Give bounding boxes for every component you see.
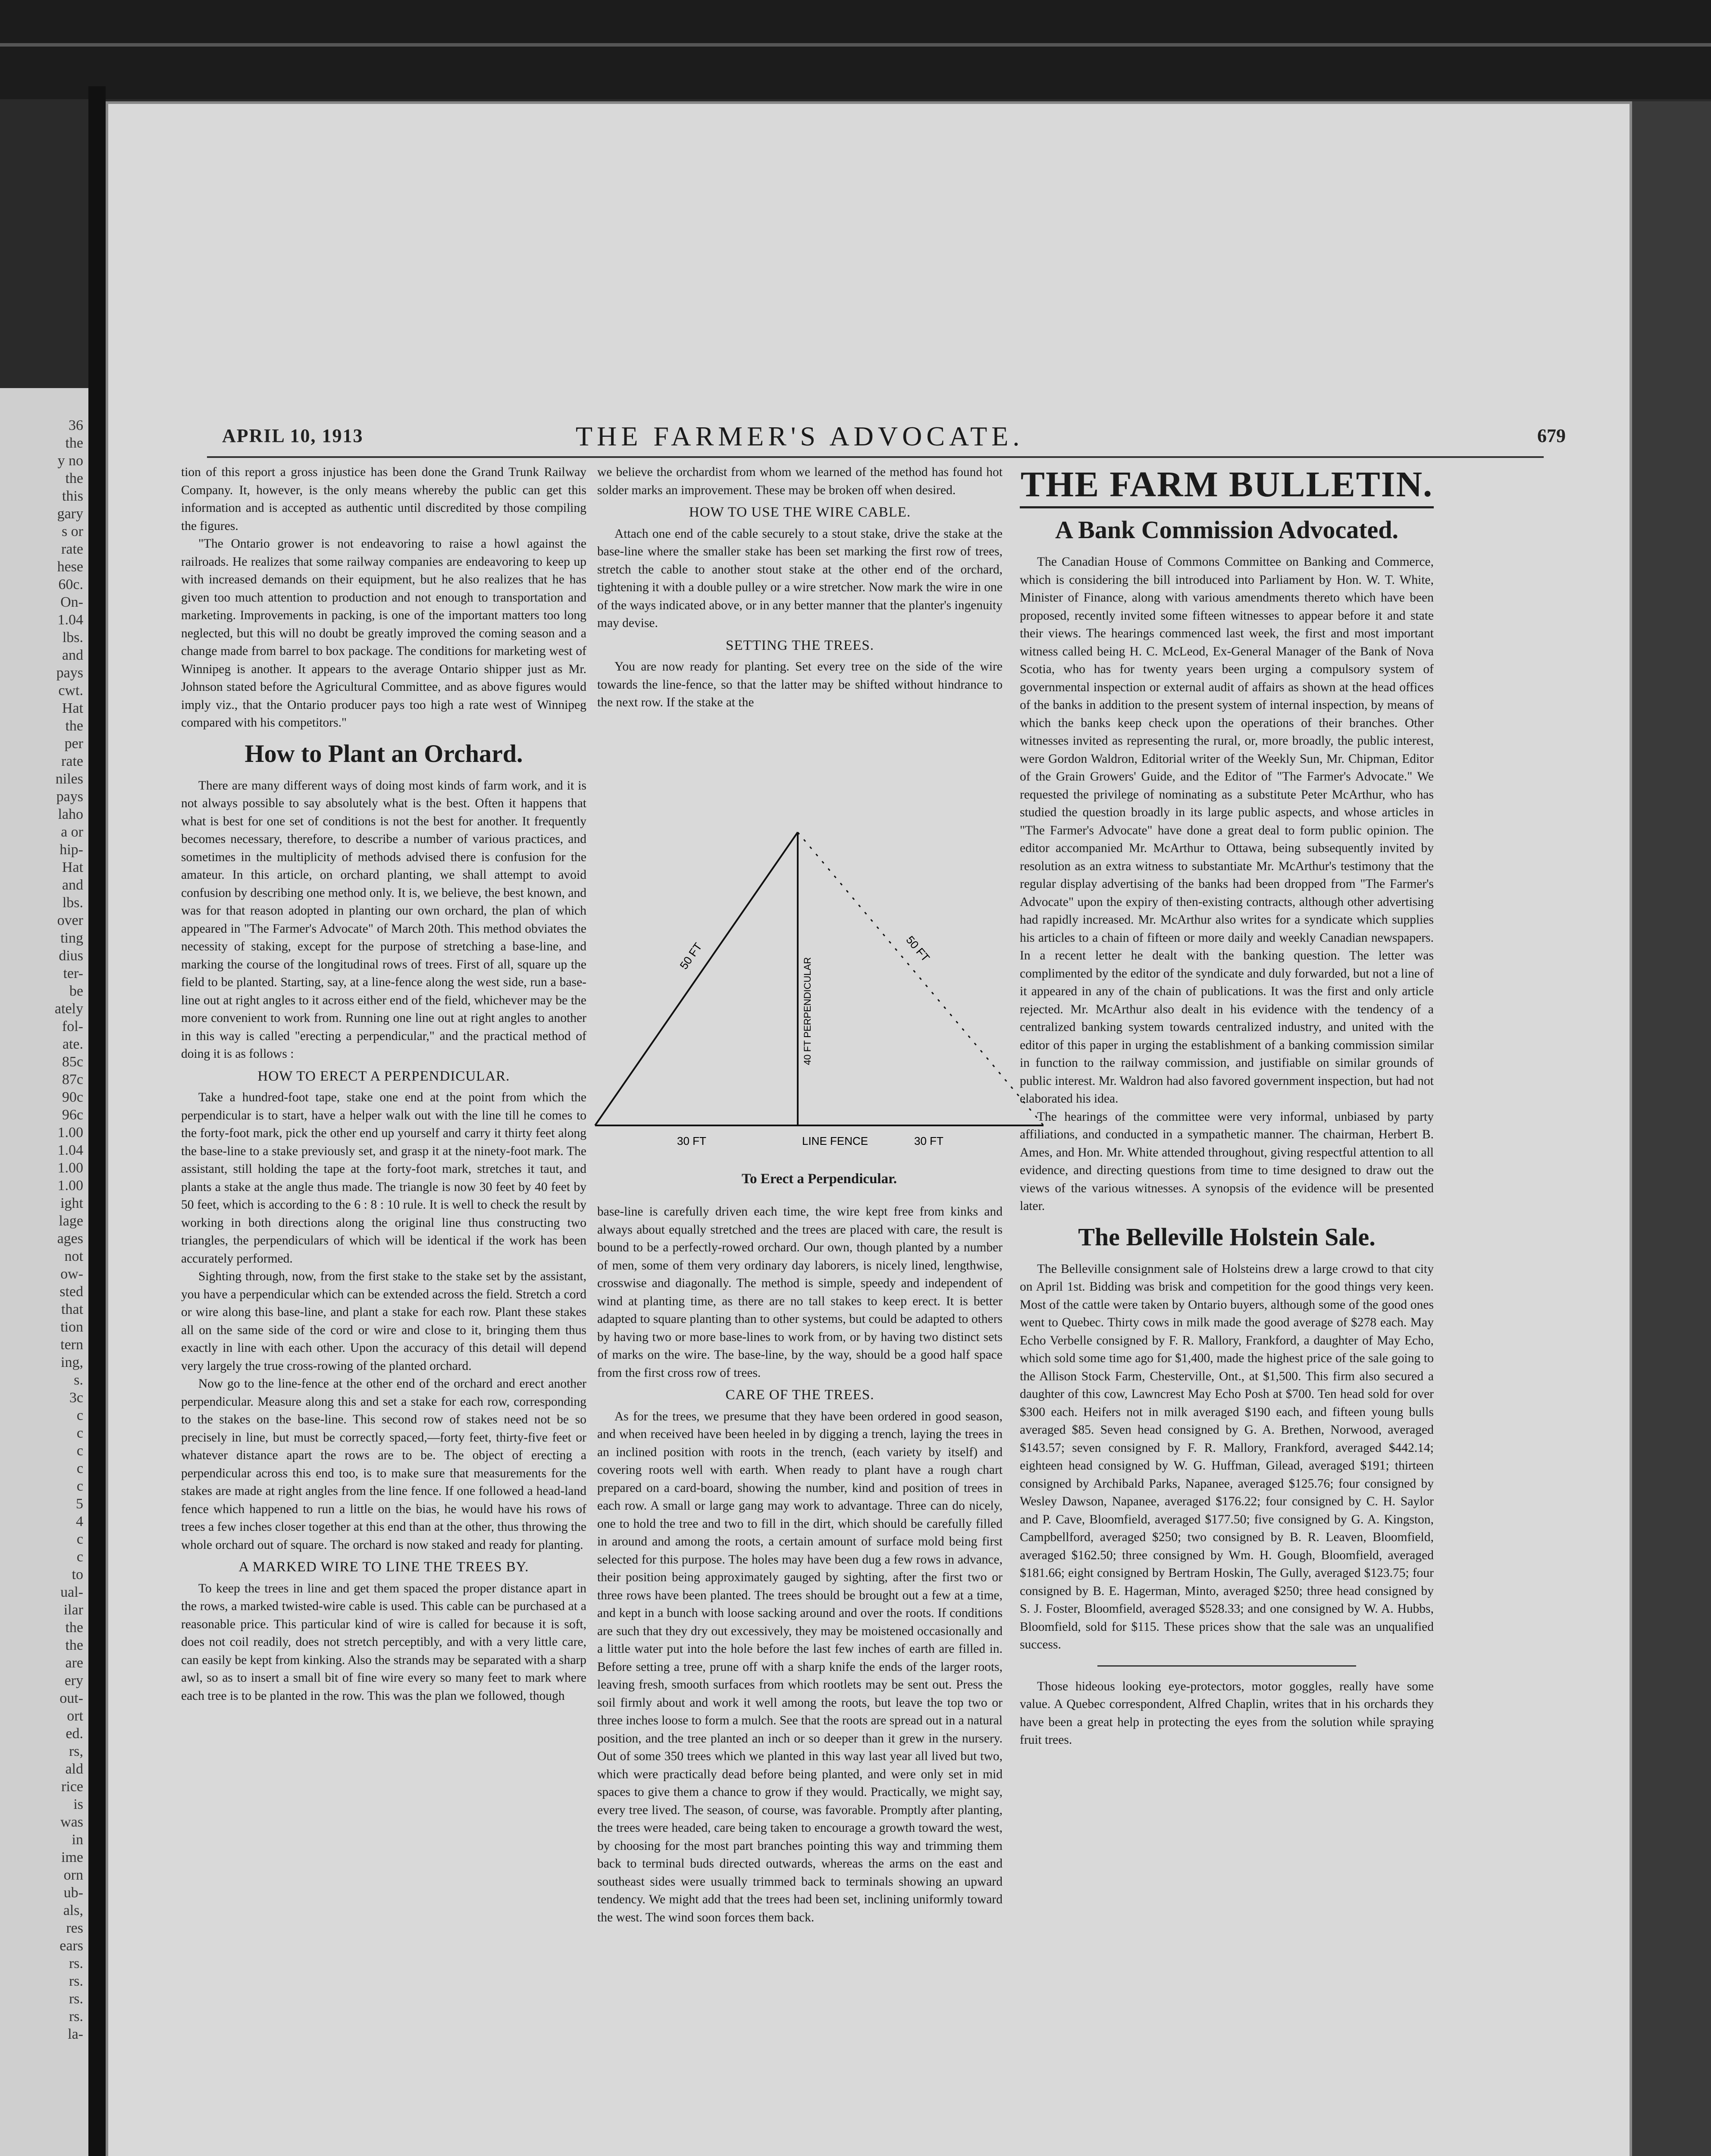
section-subheading: SETTING THE TREES. [725,637,874,653]
page-number: 679 [1537,425,1566,446]
article-heading: How to Plant an Orchard. [244,739,523,768]
fragment-text: 1.04 [57,612,83,628]
fragment-text: the [65,718,83,734]
page-gutter [88,86,106,2156]
fragment-text: out- [60,1690,83,1706]
fragment-text: rate [61,753,83,769]
fragment-text: y no [57,453,83,469]
fragment-text: c [76,1425,83,1441]
paragraph: There are many different ways of doing most kinds of farm work, and it is not always possible to say absolutely what is the best. Often it happens that what is best for one set of conditions is not the best for another. It frequently becomes necessary, therefore, to describe a number of various practices, and sometimes in the multiplicity of methods advised there is confusion for the amateur. In this article, on orchard planting, we shall attempt to avoid confusion by describing one method only. It is, we believe, the best known, and was for that reason adopted in planting our own orchard, the plan of which appeared in "The Farmer's Advocate" of March 20th. This method obviates the necessity of staking, except for the purpose of stretching a base-line, and marking the course of the longitudinal rows of trees. First of all, square up the field to be planted. Starting, say, at a line-fence along the west side, run a base-line out at right angles to it across either end of the field, whichever may be the more convenient to work from. Running one line out at right angles to another in this way is called "erecting a perpendicular," and the practical method of doing it is as follows : [181,778,586,1061]
fragment-text: rs. [69,1955,83,1971]
fragment-text: that [61,1301,83,1317]
fragment-text: ter- [63,965,83,981]
fragment-text: c [76,1549,83,1565]
fragment-text: the [65,435,83,451]
paragraph: Sighting through, now, from the first stake to the stake set by the assistant, you have a perpendicular which can be extended across the field. Stretch a cord or wire along this base-line, and plant a stake for each row. Plant these stakes all on the same side of the cord or wire and close to it, bringing them thus exactly in line with each other. Upon the accuracy of this detail will depend very largely the true cross-rowing of the planted orchard. [181,1269,586,1373]
fragment-text: 1.00 [57,1160,83,1176]
fragment-text: ears [60,1938,83,1954]
fragment-text: ight [60,1195,83,1211]
section-subheading: HOW TO ERECT A PERPENDICULAR. [257,1068,510,1084]
fragment-text: c [76,1407,83,1423]
fragment-text: ed. [66,1726,83,1742]
fragment-text: to [72,1567,83,1583]
fragment-text: rs. [69,1973,83,1989]
fragment-text: lbs. [62,895,83,911]
fragment-text: ages [57,1231,83,1247]
paragraph: The Canadian House of Commons Committee on Banking and Commerce, which is considering the bill introduced into Parliament by Hon. W. T. White, Minister of Finance, along with various amendments thereto which have been proposed, recently invited some fifteen witnesses to appear before it and state their views. The hearings commenced last week, the first and most important witness called being H. C. McLeod, Ex-General Manager of the Bank of Nova Scotia, who has for twenty years been urging a compulsory system of governmental inspection or external audit of affairs as shown at the head offices of the banks in addition to the present system of internal inspection, by means of which the banks keep check upon the operations of their branches. Other witnesses invited as representing the rural, or, more broadly, the public interest, were Gordon Waldron, Editorial writer of the Weekly Sun, Mr. Chipman, Editor of the Grain Growers' Guide, and the Editor of "The Farmer's Advocate." We requested the privilege of nominating as a substitute Peter McArthur, who has studied the question broadly in its large public aspects, and whose articles in "The Farmer's Advocate" have done a great deal to form public opinion. The editor accompanied Mr. McArthur to Ottawa, being subsequently invited by resolution as an extra witness to substantiate Mr. McArthur's testimony that the regular display advertising of the banks had been dropped from "The Farmer's Advocate" upon the expiry of then-existing contracts, although other advertising had rapidly increased. Mr. McArthur also writes for a syndicate which supplies his articles to a chain of fifteen or more daily and weekly Canadian newspapers. In a recent letter he dealt with the banking question. The letter was complimented by the editor of the syndicate and duly forwarded, but not a line of it appeared in any of the chain of publications. It was the first and only article rejected. Mr. McArthur also dealt in his evidence with the tendency of a centralized banking system towards centralized industry, and united with the editor of this paper in urging the establishment of a banking commission similar in function to the railway commission, and justifiable on similar grounds of public interest. Mr. Waldron had also favored government inspection, but had not elaborated his idea. [1020,555,1434,1106]
perpendicular-diagram [578,824,1061,1194]
fragment-text: niles [55,771,83,787]
fragment-text: s. [74,1372,83,1388]
triangle-figure [578,824,1061,1169]
fragment-text: pays [56,789,83,805]
fragment-text: 60c. [58,577,83,592]
page-header [106,421,1632,455]
fragment-text: ald [65,1761,83,1777]
publication-title: THE FARMER'S ADVOCATE. [576,421,1024,451]
fragment-text: the [65,470,83,486]
column-1 [181,464,586,1705]
fragment-text: rice [61,1779,83,1795]
paragraph: As for the trees, we presume that they have been ordered in good season, and when received have been heeled in by digging a trench, laying the trees in an inclined position with roots in the trench, (each variety by itself) and covering roots well with earth. When ready to plant have a rough chart prepared on a card-board, showing the number, kind and position of trees in each row. A small or large gang may work to advantage. Three can do nicely, one to hold the tree and two to fill in the dirt, which should be carefully filled in around and among the roots, a certain amount of surface mold being first selected for this purpose. The holes may have been dug a few rows in advance, their position being approximately gauged by sighting, after the first two or three rows have been planted. The trees should be brought out a few at a time, and kept in a bunch with loose sacking around and over the roots. If conditions are such that they dry out excessively, they may be moistened occasionally and a little water put into the hole before the last few inches of earth are filled in. Before setting a tree, prune off with a sharp knife the ends of the larger roots, leaving fresh, smooth surfaces from which rootlets may be sent out. Press the soil firmly about and work it well among the roots, but leave the top two or three inches loose to form a mulch. See that the roots are spread out in a natural position, and the tree planted an inch or so deeper than it grew in the nursery. Out of some 350 trees which we planted in this way last year all lived but two, which were practically dead before being planted, and were only set in mid spaces to give them a chance to grow if they would. Practically, we might say, every tree lived. The season, of course, was favorable. Promptly after planting, the trees were headed, care being taken to encourage a growth toward the west, by choosing for the most part branches pointing this way and trimming them back to terminal buds directed outwards, whereas the arms on the east and southeast sides were usually trimmed back to terminals showing an upward tendency. We might add that the trees had been set, inclining uniformly toward the west. The wind soon forces them back. [597,1409,1003,1924]
label-line-fence: LINE FENCE [802,1134,868,1147]
fragment-text: c [76,1531,83,1547]
fragment-text: dius [59,948,83,964]
fragment-text: c [76,1460,83,1476]
fragment-text: this [62,488,83,504]
fragment-text: On- [60,594,83,610]
fragment-text: over [57,912,83,928]
fragment-text: 85c [62,1054,83,1070]
paragraph: You are now ready for planting. Set every tree on the side of the wire towards the line-fence, so that the latter may be shifted without hindrance to the next row. If the stake at the [597,660,1003,709]
fragment-text: and [62,877,83,893]
fragment-text: rs. [69,2009,83,2024]
fragment-text: Hat [62,859,83,875]
article-heading: The Belleville Holstein Sale. [1078,1222,1376,1251]
issue-date: APRIL 10, 1913 [222,425,364,446]
fragment-text: was [60,1814,83,1830]
paragraph: The Belleville consignment sale of Holsteins drew a large crowd to that city on April 1st. Bidding was brisk and competition for the good things very keen. Most of the cattle were taken by Ontario buyers, although some of the good ones went to Quebec. Thirty cows in milk made the good average of $278 each. May Echo Verbelle consigned by F. R. Mallory, Frankford, a daughter of May Echo, which sold some time ago for $1,400, made the highest price of the sale going to the Allison Stock Farm, Chesterville, Ont., at $1,500. This firm also secured a daughter of this cow, Lawncrest May Echo Posh at $700. Ten head sold for over $300 each. Heifers not in milk averaged $190 each, and fifteen young bulls averaged $85. Seven head consigned by G. A. Brethen, Norwood, averaged $143.57; seven consigned by F. R. Mallory, Frankford, averaged $442.14; eighteen head consigned by W. G. Huffman, Gilead, averaged $191; thirteen consigned by Archibald Parks, Napanee, averaged $125.76; four consigned by Wesley Dawson, Napanee, averaged $176.22; four consigned by C. H. Saylor and P. Cave, Bloomfield, averaged $177.50; five consigned by G. A. Kingston, Campbellford, averaged $250; two consigned by B. R. Leaven, Bloomfield, averaged $162.50; three consigned by Wm. H. Gough, Bloomfield, averaged $181.66; eight consigned by Bertram Hoskin, The Gully, averaged $123.75; four consigned by B. E. Hagerman, Minto, averaged $250; three head consigned by S. J. Foster, Bloomfield, averaged $528.33; and one consigned by W. A. Hubbs, Bloomfield, sold for $115. These prices show that the sale was an unqualified success. [1020,1262,1434,1651]
fragment-text: la- [68,2026,83,2042]
fragment-text: 3c [69,1390,83,1406]
column-3 [1020,466,1434,1749]
microfilm-right-edge [1632,101,1711,2156]
fragment-text: 96c [62,1107,83,1123]
paragraph: tion of this report a gross injustice has been done the Grand Trunk Railway Company. It, however, is the only means whereby the public can get this information and is accepted as authentic until discredited by those compiling the figures. [181,465,586,533]
fragment-text: ery [64,1673,83,1689]
fragment-text: orn [63,1867,83,1883]
fragment-text: 5 [76,1496,83,1512]
fragment-text: be [69,983,83,999]
fragment-text: the [65,1620,83,1636]
label-hyp-left: 50 FT [677,940,705,972]
paragraph: Now go to the line-fence at the other end of the orchard and erect another perpendicular. Measure along this and set a stake for each row, corresponding to the stakes on the base-line. This second row of stakes need not be so precisely in line, but must be correctly spaced,—forty feet, thirty-five feet or whatever distance apart the rows are to be. The object of erecting a perpendicular across this end too, is to make sure that measurements for the stakes are made at right angles from the line fence. If one followed a head-land fence which happened to run a little on the bias, he would have his rows of trees a few inches closer together at this end than at the other, thus throwing the whole orchard out of square. The orchard is now staked and ready for planting. [181,1377,586,1552]
fragment-text: Hat [62,700,83,716]
fragment-text: rate [61,541,83,557]
fragment-text: ub- [63,1885,83,1901]
paragraph: we believe the orchardist from whom we learned of the method has found hot solder marks an improvement. These may be broken off when desired. [597,465,1003,497]
fragment-text: pays [56,665,83,681]
fragment-text: is [73,1796,83,1812]
fragment-text: rs. [69,1991,83,2007]
farm-bulletin-masthead: THE FARM BULLETIN. [1020,463,1434,508]
column-2-bottom [597,1203,1003,1927]
fragment-text: per [64,736,83,752]
column-2-top [597,464,1003,712]
fragment-text: the [65,1637,83,1653]
adjacent-page-fragment [0,388,88,2156]
fragment-text: 90c [62,1089,83,1105]
header-rule [207,456,1544,458]
section-subheading: HOW TO USE THE WIRE CABLE. [689,505,911,520]
fragment-text: 1.00 [57,1178,83,1194]
fragment-text: lage [59,1213,83,1229]
fragment-text: fol- [62,1018,83,1034]
fragment-text: sted [60,1284,83,1300]
paragraph: Take a hundred-foot tape, stake one end at the point from which the perpendicular is to start, have a helper walk out with the line till he comes to the forty-foot mark, pick the other end up yourself and carry it thirty feet along the base-line to a stake previously set, and grasp it at the ninety-foot mark. The assistant, still holding the tape at the forty-foot mark, stretches it taut, and plants a stake at the angle thus made. The triangle is now 30 feet by 40 feet by 50 feet, which is according to the 6 : 8 : 10 rule. It is well to check the result by working in both directions along the original line thus constructing two triangles, the perpendiculars of which will be identical if the work has been accurately performed. [181,1091,586,1266]
fragment-text: c [76,1478,83,1494]
section-subheading: CARE OF THE TREES. [725,1387,874,1403]
fragment-text: als, [63,1902,83,1918]
fragment-text: 4 [76,1514,83,1529]
fragment-text: not [64,1248,83,1264]
label-hyp-right: 50 FT [903,933,933,964]
fragment-text: hip- [60,842,83,858]
fragment-text: ort [67,1708,83,1724]
paragraph: base-line is carefully driven each time, the wire kept free from kinks and always about equally stretched and the trees are placed with care, the result is bound to be a perfectly-rowed orchard. Our own, though planted by a number of men, some of them very ordinary day laborers, is nicely lined, lengthwise, crosswise and diagonally. The method is simple, speedy and independent of wind at planting time, as there are no tall stakes to keep erect. It is better adapted to square planting than to other systems, but could be adapted to others by having two or more base-lines to work from, or by having two distinct sets of marks on the wire. The base-line, by the way, should be a good half space from the first cross row of trees. [597,1205,1003,1380]
fragment-text: res [66,1920,83,1936]
section-divider [1097,1665,1356,1667]
microfilm-top-band [0,0,1711,99]
article-heading: A Bank Commission Advocated. [1055,516,1399,544]
fragment-text: gary [57,506,83,522]
fragment-text: are [65,1655,83,1671]
fragment-text: hese [57,559,83,575]
fragment-text: laho [58,806,83,822]
fragment-text: ime [61,1849,83,1865]
hypotenuse-right [798,832,1044,1125]
fragment-text: ing, [61,1354,83,1370]
paragraph: Attach one end of the cable securely to a stout stake, drive the stake at the base-line where the smaller stake has been set marking the first row of trees, stretch the cable to another stout stake at the other end of the orchard, tightening it with a double pulley or a wire stretcher. Now mark the wire in one of the ways indicated above, or in any better manner that the planter's ingenuity may devise. [597,526,1003,630]
fragment-text: ual- [60,1584,83,1600]
hypotenuse-left [595,832,798,1125]
paragraph: The hearings of the committee were very informal, unbiased by party affiliations, and conducted in a sympathetic manner. The chairman, Herbert B. Ames, and Hon. Mr. White attended throughout, giving respectful attention to all evidence, and directing questions from time to time designed to draw out the views of the various witnesses. A synopsis of the evidence will be presented later. [1020,1109,1434,1213]
fragment-text: 36 [69,417,83,433]
fragment-text: tion [60,1319,83,1335]
fragment-text: ilar [63,1602,83,1618]
fragment-text: cwt. [58,683,83,699]
fragment-text: a or [61,824,83,840]
figure-caption: To Erect a Perpendicular. [742,1171,897,1187]
fragment-text: in [72,1832,83,1848]
fragment-text: ow- [60,1266,83,1282]
paragraph: "The Ontario grower is not endeavoring to raise a howl against the railroads. He realizes that some railway companies are endeavoring to keep up with increased demands on their equipment, but he also realizes that he has given too much attention to production and not enough to transportation and marketing. Improvements in packing, is one of the important matters too long neglected, but this will no doubt be greatly improved the coming season and a change made from barrel to box package. The conditions for marketing west of Winnipeg is another. It appears to the average Ontario shipper just as Mr. Johnson stated before the Agricultural Committee, and as above figures would imply viz., that the Ontario producer pays too high a rate west of Winnipeg compared with his competitors." [181,537,586,730]
paragraph: Those hideous looking eye-protectors, motor goggles, really have some value. A Quebec correspondent, Alfred Chaplin, writes that in his orchards they have been a great help in protecting the eyes from the solution while spraying fruit trees. [1020,1679,1434,1747]
fragment-text: c [76,1443,83,1459]
label-base-left: 30 FT [677,1134,706,1147]
paragraph: To keep the trees in line and get them spaced the proper distance apart in the rows, a marked twisted-wire cable is used. This cable can be purchased at a reasonable price. This particular kind of wire is called for because it is soft, does not coil readily, does not stretch perceptibly, and with a very little care, can easily be kept from kinking. Also the strands may be separated with a sharp awl, so as to insert a small bit of fine wire every so many feet to mark where each tree is to be planted in the row. This was the plan we followed, though [181,1581,586,1703]
fragment-text: and [62,647,83,663]
label-perpendicular: 40 FT PERPENDICULAR [802,957,813,1065]
label-base-right: 30 FT [914,1134,943,1147]
section-subheading: A MARKED WIRE TO LINE THE TREES BY. [238,1559,529,1575]
fragment-text: 1.04 [57,1142,83,1158]
fragment-text: ting [60,930,83,946]
fragment-text: ate. [62,1036,83,1052]
fragment-text: 1.00 [57,1125,83,1141]
fragment-text: s or [61,523,83,539]
fragment-text: lbs. [62,630,83,646]
fragment-text: rs, [69,1743,83,1759]
fragment-text: 87c [62,1072,83,1087]
fragment-text: tern [60,1337,83,1353]
fragment-text: ately [54,1001,83,1017]
